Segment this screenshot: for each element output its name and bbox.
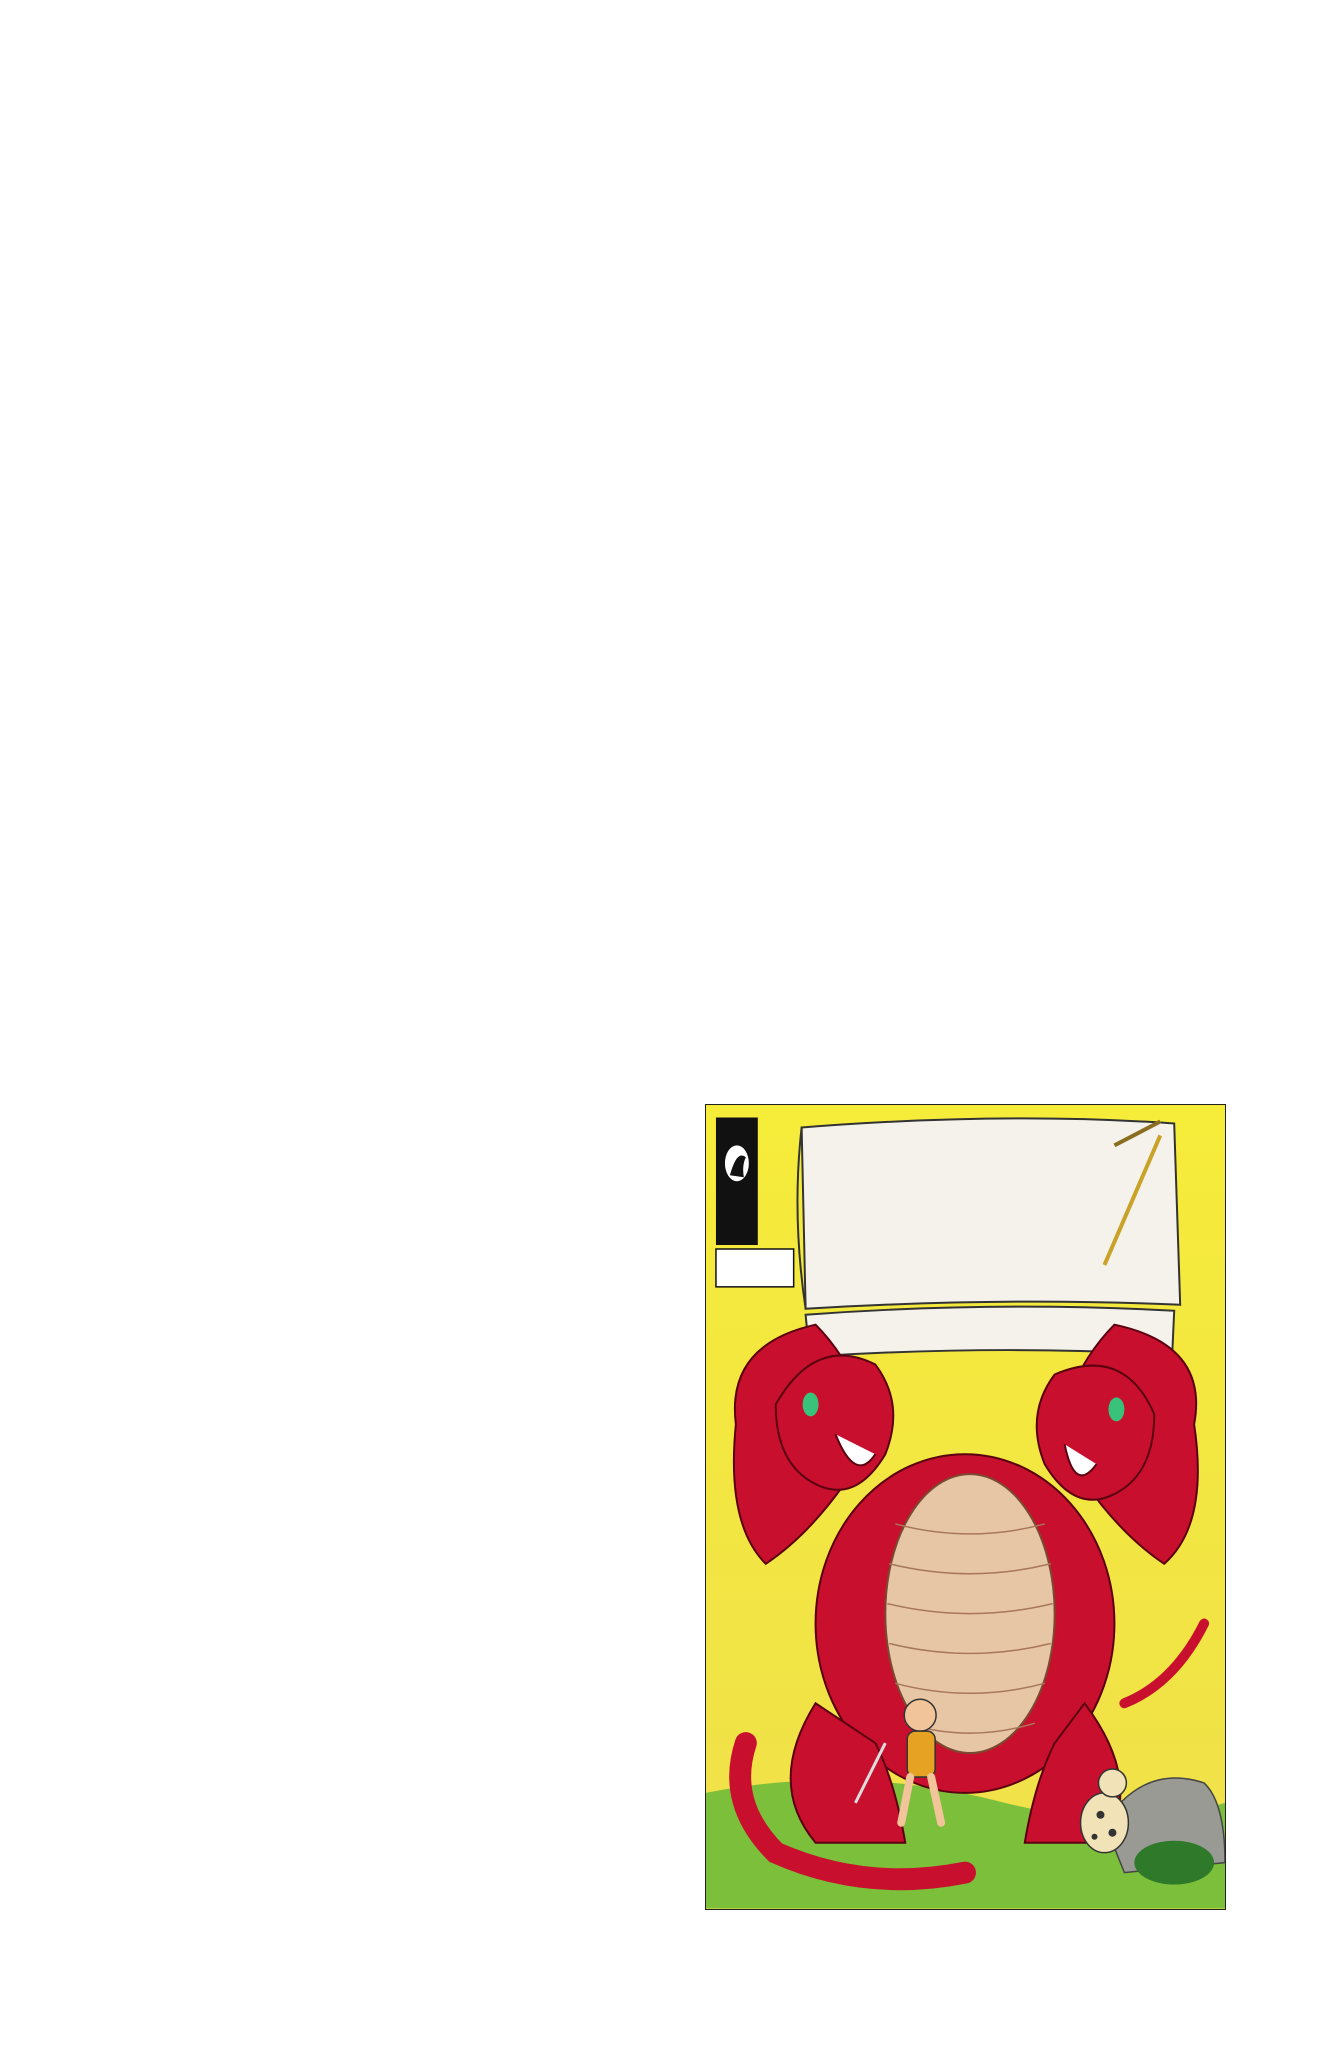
bush (1134, 1841, 1214, 1885)
title-scroll (797, 1118, 1180, 1356)
issue-box (716, 1249, 794, 1287)
comic-cover-image (705, 1104, 1226, 1910)
cover-illustration (706, 1105, 1225, 1909)
script-column (100, 1080, 660, 1109)
publisher-logo (716, 1118, 758, 1246)
